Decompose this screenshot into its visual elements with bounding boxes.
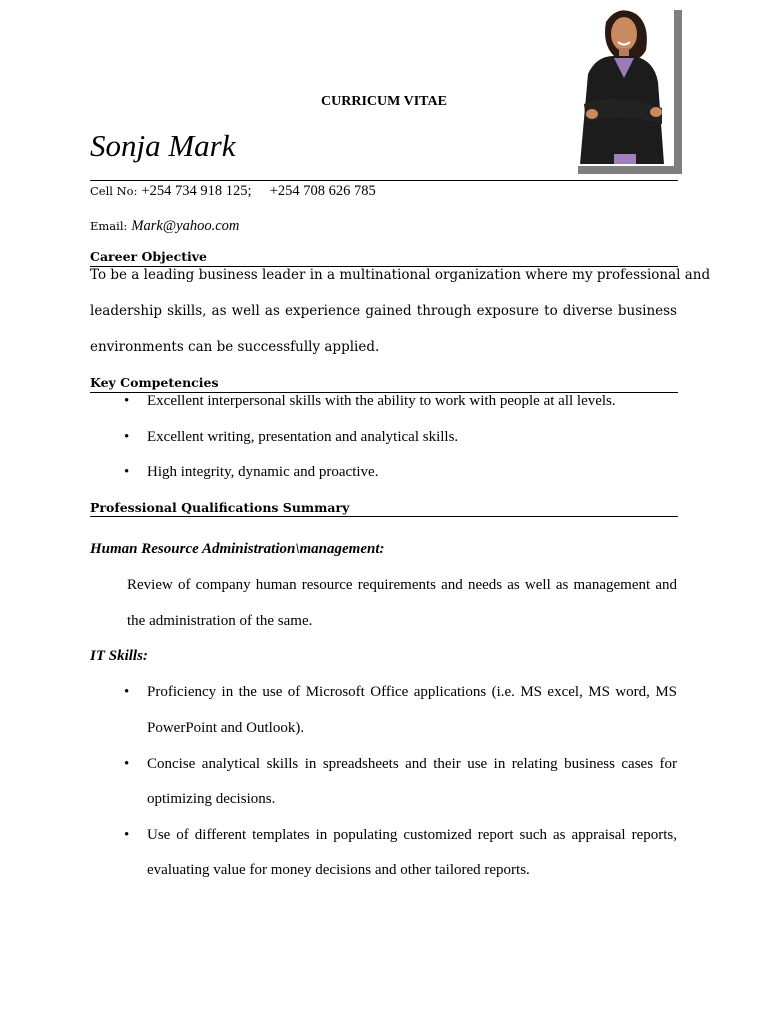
it-subheading: IT Skills:: [90, 648, 148, 664]
career-objective-line: leadership skills, as well as experience gained through exposure to diverse business: [90, 303, 677, 319]
it-item-line: PowerPoint and Outlook).: [147, 720, 305, 736]
header-divider: [90, 180, 678, 181]
career-objective-line: environments can be successfully applied.: [90, 339, 380, 355]
candidate-name: Sonja Mark: [90, 128, 236, 163]
career-objective-line: To be a leading business leader in a multinational organization where my professional and: [90, 267, 711, 283]
cell-value: +254 734 918 125; +254 708 626 785: [141, 183, 376, 199]
it-item-line: evaluating value for money decisions and other tailored reports.: [147, 862, 530, 878]
key-competencies-heading: Key Competencies: [90, 375, 219, 390]
it-item-line: Concise analytical skills in spreadsheets and their use in relating business cases for: [147, 756, 677, 772]
hr-line: the administration of the same.: [127, 613, 313, 629]
profile-photo: [566, 4, 686, 180]
cell-label: Cell No:: [90, 184, 138, 198]
it-item-line: Use of different templates in populating customized report such as appraisal reports,: [147, 827, 677, 843]
bullet-icon: •: [124, 684, 130, 700]
competency-item: Excellent writing, presentation and analytical skills.: [147, 429, 459, 445]
cell-line: [90, 182, 376, 200]
it-item-line: Proficiency in the use of Microsoft Office applications (i.e. MS excel, MS word, MS: [147, 684, 677, 700]
it-item-line: optimizing decisions.: [147, 791, 276, 807]
bullet-icon: •: [124, 827, 130, 843]
competency-item: Excellent interpersonal skills with the ability to work with people at all levels.: [147, 393, 616, 409]
qualifications-rule: [90, 516, 678, 517]
email-label: Email:: [90, 219, 128, 233]
hr-line: Review of company human resource requirements and needs as well as management and: [127, 577, 677, 593]
bullet-icon: •: [124, 429, 130, 445]
bullet-icon: •: [124, 393, 130, 409]
bullet-icon: •: [124, 756, 130, 772]
email-value: Mark@yahoo.com: [131, 218, 240, 234]
qualifications-heading: Professional Qualifications Summary: [90, 500, 350, 515]
document-title: CURRICUM VITAE: [321, 94, 447, 109]
email-line: [90, 217, 239, 235]
career-objective-heading: Career Objective: [90, 249, 207, 264]
competency-item: High integrity, dynamic and proactive.: [147, 464, 379, 480]
bullet-icon: •: [124, 464, 130, 480]
hr-subheading: Human Resource Administration\management:: [90, 541, 385, 557]
